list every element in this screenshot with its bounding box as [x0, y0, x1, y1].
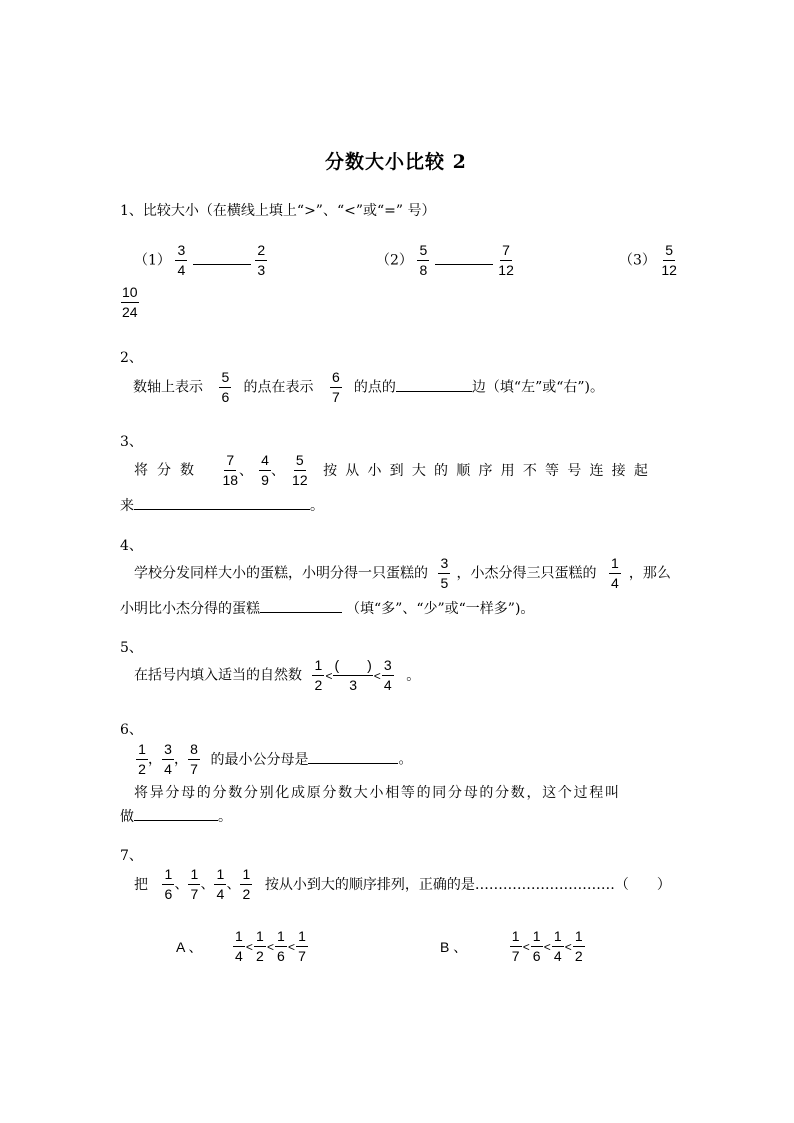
fraction: $\frac{1}{7}$ — [510, 928, 522, 965]
part-label: （1） — [134, 252, 171, 269]
fraction: $\frac{1}{2}$ — [573, 928, 585, 965]
answer-blank[interactable] — [134, 806, 218, 821]
question-3-line-2 — [120, 495, 324, 516]
q1-part-1 — [134, 242, 267, 279]
part-label: （2） — [376, 252, 413, 269]
separator: ， — [148, 751, 162, 768]
separator: 、 — [239, 462, 254, 479]
less-than-sign: < — [245, 939, 253, 954]
fraction: $\frac{1}{4}$ — [609, 555, 621, 592]
text: 把 — [134, 876, 148, 893]
fraction: $\frac{5}{12}$ — [292, 452, 308, 488]
answer-blank[interactable] — [435, 250, 493, 265]
less-than-sign: < — [325, 668, 333, 683]
q1-part-3 — [619, 242, 678, 279]
question-6-line-3 — [120, 806, 232, 827]
question-3-number: 3、 — [120, 434, 143, 450]
text: 将分数 — [134, 462, 203, 479]
text: 按从小到大的顺序用不等号连接起 — [323, 462, 657, 479]
question-text: 比较大小（在横线上填上“>”、“<”或“=” 号） — [142, 203, 436, 219]
part-label: （3） — [619, 252, 656, 269]
fraction: $\frac{1}{2}$ — [254, 928, 266, 965]
fraction: $\frac{7}{12}$ — [498, 242, 514, 278]
fraction: $\frac{4}{9}$ — [259, 452, 271, 489]
text: （填“多”、“少”或“一样多”)。 — [346, 601, 535, 617]
less-than-sign: < — [287, 939, 295, 954]
fraction: $\frac{5}{12}$ — [661, 242, 677, 278]
option-label: B 、 — [440, 938, 468, 955]
fraction: $\frac{2}{3}$ — [255, 242, 267, 279]
less-than-sign: < — [522, 939, 530, 954]
text: ，那么 — [628, 565, 671, 582]
less-than-sign: < — [564, 939, 572, 954]
question-6-line-1 — [136, 741, 412, 778]
question-4-line-2 — [120, 598, 534, 619]
answer-blank[interactable] — [260, 598, 342, 613]
fraction: $\frac{1}{2}$ — [136, 741, 148, 778]
text: 边（填“左”或“右”)。 — [471, 379, 604, 396]
question-4-line-1 — [134, 555, 671, 592]
answer-blank[interactable] — [396, 377, 472, 392]
text: 。 — [218, 809, 232, 825]
separator: 、 — [226, 876, 241, 893]
text: ，小杰分得三只蛋糕的 — [456, 565, 597, 582]
fraction: $\frac{1}{6}$ — [162, 866, 174, 903]
question-5-body — [134, 657, 420, 694]
question-6-line-2: 将异分母的分数分别化成原分数大小相等的同分母的分数，这个过程叫 — [134, 785, 621, 801]
text: 数轴上表示 — [133, 379, 203, 396]
question-2-number: 2、 — [120, 350, 143, 366]
question-5-number: 5、 — [120, 640, 143, 656]
question-4-number: 4、 — [120, 538, 143, 554]
fraction: $\frac{10}{24}$ — [122, 284, 138, 320]
text: 。 — [398, 751, 413, 768]
fraction: $\frac{7}{18}$ — [222, 452, 239, 488]
question-1-prompt — [120, 201, 436, 221]
fraction: $\frac{1}{4}$ — [233, 928, 245, 965]
separator: 、 — [271, 462, 286, 479]
separator: 、 — [200, 876, 215, 893]
page-title: 分数大小比较 2 — [325, 151, 467, 173]
text: 的最小公分母是 — [210, 751, 309, 768]
fraction: $\frac{3}{4}$ — [162, 741, 174, 778]
answer-blank[interactable] — [134, 495, 310, 510]
option-b[interactable] — [440, 928, 585, 965]
fraction: $\frac{6}{7}$ — [330, 369, 342, 406]
less-than-sign: < — [373, 668, 381, 683]
text: 的点在表示 — [243, 379, 314, 396]
fraction: $\frac{8}{7}$ — [188, 741, 200, 778]
question-7-number: 7、 — [120, 848, 143, 864]
text: 的点的 — [353, 379, 396, 396]
text: 。 — [406, 667, 421, 684]
fraction: $\frac{1}{4}$ — [552, 928, 564, 965]
question-number: 1、 — [120, 203, 143, 219]
answer-blank[interactable] — [193, 250, 251, 265]
q1-part-3-second — [121, 284, 139, 321]
text: 小明比小杰分得的蛋糕 — [120, 601, 260, 617]
fraction-with-blank[interactable]: $\frac{( )}{3}$ — [334, 657, 372, 693]
option-label: A 、 — [176, 938, 203, 955]
fraction: $\frac{1}{6}$ — [275, 928, 287, 965]
text: 来 — [120, 498, 134, 514]
text: 做 — [120, 809, 134, 825]
fraction: $\frac{5}{8}$ — [417, 242, 429, 279]
fraction: $\frac{1}{4}$ — [214, 866, 226, 903]
fraction: $\frac{3}{4}$ — [382, 657, 394, 694]
separator: ， — [174, 751, 188, 768]
fraction: $\frac{1}{6}$ — [531, 928, 543, 965]
fraction: $\frac{1}{2}$ — [312, 657, 324, 694]
fraction: $\frac{5}{6}$ — [219, 369, 231, 406]
question-6-number: 6、 — [120, 722, 143, 738]
option-a[interactable] — [176, 928, 308, 965]
question-2-body — [133, 369, 604, 406]
text: 在括号内填入适当的自然数 — [134, 667, 302, 684]
text: 按从小到大的顺序排列，正确的是…………………………（ ） — [264, 876, 671, 893]
less-than-sign: < — [543, 939, 551, 954]
fraction: $\frac{1}{2}$ — [240, 866, 252, 903]
separator: 、 — [174, 876, 189, 893]
fraction: $\frac{1}{7}$ — [296, 928, 308, 965]
text: 学校分发同样大小的蛋糕，小明分得一只蛋糕的 — [134, 565, 428, 582]
fraction: $\frac{1}{7}$ — [188, 866, 200, 903]
q1-part-2 — [376, 242, 515, 279]
question-3-line-1 — [134, 452, 656, 489]
answer-blank[interactable] — [308, 749, 398, 764]
less-than-sign: < — [266, 939, 274, 954]
fraction: $\frac{3}{4}$ — [175, 242, 187, 279]
fraction: $\frac{3}{5}$ — [438, 555, 450, 592]
question-7-body — [134, 866, 671, 903]
text: 。 — [310, 498, 324, 514]
